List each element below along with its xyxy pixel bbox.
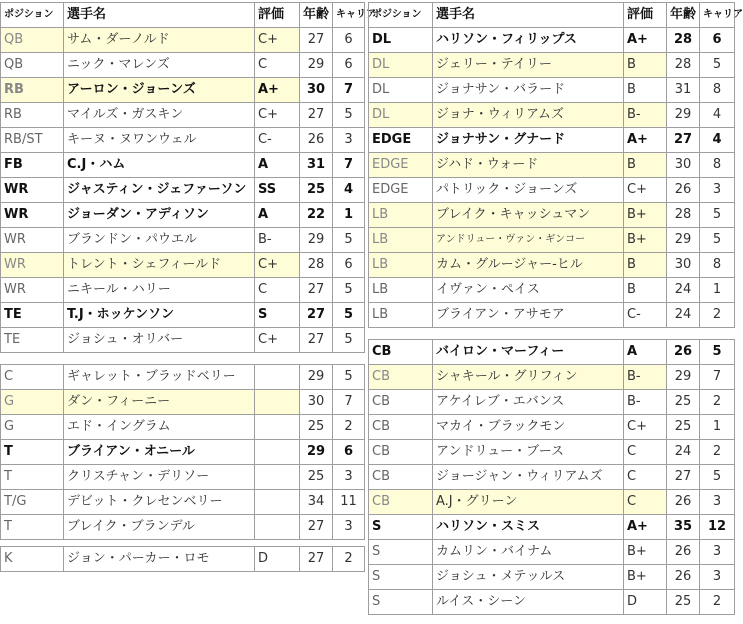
player-name-cell: ジョン・パーカー・ロモ bbox=[64, 547, 255, 572]
career-cell: 5 bbox=[333, 328, 365, 353]
age-cell: 24 bbox=[667, 440, 700, 465]
player-name-cell: ブランドン・パウエル bbox=[64, 228, 255, 253]
position-cell: CB bbox=[369, 490, 433, 515]
player-row bbox=[1, 28, 365, 53]
grade-cell: C bbox=[624, 440, 667, 465]
position-cell: CB bbox=[369, 415, 433, 440]
career-cell: 5 bbox=[333, 278, 365, 303]
grade-cell: S bbox=[255, 303, 300, 328]
player-row bbox=[1, 440, 365, 465]
defense-secondary-table bbox=[368, 339, 735, 615]
player-row bbox=[1, 178, 365, 203]
grade-cell: A+ bbox=[624, 128, 667, 153]
player-name-cell: ジハド・ウォード bbox=[433, 153, 624, 178]
position-cell: EDGE bbox=[369, 153, 433, 178]
age-cell: 26 bbox=[667, 490, 700, 515]
grade-cell: A bbox=[255, 153, 300, 178]
age-cell: 27 bbox=[300, 103, 333, 128]
grade-cell: B bbox=[624, 153, 667, 178]
age-cell: 35 bbox=[667, 515, 700, 540]
age-cell: 29 bbox=[300, 53, 333, 78]
player-row bbox=[369, 415, 735, 440]
grade-cell: B+ bbox=[624, 203, 667, 228]
age-cell: 27 bbox=[667, 465, 700, 490]
grade-cell bbox=[255, 390, 300, 415]
grade-cell: D bbox=[255, 547, 300, 572]
age-cell: 26 bbox=[667, 178, 700, 203]
position-cell: T bbox=[1, 440, 64, 465]
position-cell: WR bbox=[1, 203, 64, 228]
position-cell: DL bbox=[369, 103, 433, 128]
position-cell: CB bbox=[369, 465, 433, 490]
player-row bbox=[369, 203, 735, 228]
position-cell: G bbox=[1, 415, 64, 440]
name-header: 選手名 bbox=[433, 3, 624, 28]
player-row bbox=[1, 153, 365, 178]
age-cell: 30 bbox=[667, 153, 700, 178]
player-row bbox=[369, 53, 735, 78]
age-cell: 29 bbox=[300, 365, 333, 390]
grade-cell: A bbox=[255, 203, 300, 228]
grade-cell: B+ bbox=[624, 565, 667, 590]
career-cell: 5 bbox=[700, 340, 735, 365]
player-row bbox=[1, 515, 365, 540]
player-name-cell: デビット・クレセンベリー bbox=[64, 490, 255, 515]
player-name-cell: A.J・グリーン bbox=[433, 490, 624, 515]
position-cell: T bbox=[1, 515, 64, 540]
grade-cell: B- bbox=[624, 365, 667, 390]
age-cell: 25 bbox=[300, 465, 333, 490]
grade-cell: C+ bbox=[624, 178, 667, 203]
position-cell: CB bbox=[369, 390, 433, 415]
offense-roster-table bbox=[0, 2, 376, 353]
age-cell: 26 bbox=[300, 128, 333, 153]
age-cell: 30 bbox=[300, 78, 333, 103]
player-row bbox=[369, 153, 735, 178]
position-cell: EDGE bbox=[369, 128, 433, 153]
player-name-cell: マイルズ・ガスキン bbox=[64, 103, 255, 128]
career-cell: 5 bbox=[700, 203, 735, 228]
player-name-cell: マカイ・ブラックモン bbox=[433, 415, 624, 440]
player-row bbox=[369, 28, 735, 53]
player-name-cell: イヴァン・ペイス bbox=[433, 278, 624, 303]
position-cell: WR bbox=[1, 253, 64, 278]
position-cell: CB bbox=[369, 440, 433, 465]
player-row bbox=[1, 228, 365, 253]
age-cell: 29 bbox=[300, 228, 333, 253]
age-cell: 28 bbox=[667, 203, 700, 228]
position-cell: K bbox=[1, 547, 64, 572]
grade-cell: C- bbox=[255, 128, 300, 153]
career-cell: 5 bbox=[700, 228, 735, 253]
grade-cell: B- bbox=[624, 390, 667, 415]
player-name-cell: ジャスティン・ジェファーソン bbox=[64, 178, 255, 203]
age-cell: 26 bbox=[667, 340, 700, 365]
age-cell: 27 bbox=[300, 328, 333, 353]
career-cell: 2 bbox=[700, 390, 735, 415]
age-cell: 27 bbox=[300, 28, 333, 53]
position-cell: DL bbox=[369, 53, 433, 78]
position-cell: CB bbox=[369, 340, 433, 365]
grade-cell bbox=[255, 440, 300, 465]
position-cell: S bbox=[369, 515, 433, 540]
header-row bbox=[369, 3, 735, 28]
player-row bbox=[369, 178, 735, 203]
player-name-cell: パトリック・ジョーンズ bbox=[433, 178, 624, 203]
position-cell: S bbox=[369, 540, 433, 565]
player-name-cell: ジョージャン・ウィリアムズ bbox=[433, 465, 624, 490]
player-row bbox=[1, 415, 365, 440]
grade-cell: C bbox=[624, 490, 667, 515]
grade-cell: B- bbox=[624, 103, 667, 128]
age-cell: 27 bbox=[300, 515, 333, 540]
age-cell: 25 bbox=[667, 390, 700, 415]
age-cell: 29 bbox=[667, 103, 700, 128]
career-cell: 7 bbox=[700, 365, 735, 390]
player-row bbox=[1, 465, 365, 490]
grade-cell: SS bbox=[255, 178, 300, 203]
career-cell: 12 bbox=[700, 515, 735, 540]
player-row bbox=[369, 228, 735, 253]
career-cell: 3 bbox=[700, 565, 735, 590]
position-cell: TE bbox=[1, 303, 64, 328]
career-cell: 2 bbox=[333, 415, 365, 440]
career-cell: 3 bbox=[333, 515, 365, 540]
grade-cell bbox=[255, 365, 300, 390]
grade-cell: B+ bbox=[624, 228, 667, 253]
player-name-cell: ジョナ・ウィリアムズ bbox=[433, 103, 624, 128]
age-header: 年齢 bbox=[300, 3, 333, 28]
grade-cell: C+ bbox=[624, 415, 667, 440]
age-cell: 29 bbox=[300, 440, 333, 465]
career-cell: 2 bbox=[700, 440, 735, 465]
player-name-cell: ハリソン・フィリップス bbox=[433, 28, 624, 53]
player-name-cell: ジョーダン・アディソン bbox=[64, 203, 255, 228]
position-cell: RB bbox=[1, 78, 64, 103]
grade-cell: C- bbox=[624, 303, 667, 328]
career-cell: 8 bbox=[700, 153, 735, 178]
player-name-cell: C.J・ハム bbox=[64, 153, 255, 178]
grade-cell: D bbox=[624, 590, 667, 615]
age-cell: 25 bbox=[667, 590, 700, 615]
career-cell: 8 bbox=[700, 78, 735, 103]
player-row bbox=[369, 515, 735, 540]
age-cell: 24 bbox=[667, 303, 700, 328]
career-cell: 11 bbox=[333, 490, 365, 515]
player-row bbox=[1, 390, 365, 415]
age-header: 年齢 bbox=[667, 3, 700, 28]
position-cell: LB bbox=[369, 278, 433, 303]
grade-cell: C+ bbox=[255, 253, 300, 278]
player-row bbox=[369, 440, 735, 465]
player-row bbox=[369, 340, 735, 365]
position-cell: DL bbox=[369, 78, 433, 103]
pos-header: ポジション bbox=[1, 3, 64, 28]
grade-cell: C+ bbox=[255, 103, 300, 128]
player-row bbox=[369, 128, 735, 153]
age-cell: 29 bbox=[667, 365, 700, 390]
player-row bbox=[369, 540, 735, 565]
player-name-cell: ハリソン・スミス bbox=[433, 515, 624, 540]
career-cell: 3 bbox=[333, 465, 365, 490]
position-cell: FB bbox=[1, 153, 64, 178]
player-name-cell: ルイス・シーン bbox=[433, 590, 624, 615]
grade-cell bbox=[255, 490, 300, 515]
player-row bbox=[1, 53, 365, 78]
position-cell: C bbox=[1, 365, 64, 390]
age-cell: 27 bbox=[300, 303, 333, 328]
player-name-cell: ジェリー・テイリー bbox=[433, 53, 624, 78]
grade-cell: A+ bbox=[624, 28, 667, 53]
header-row bbox=[1, 3, 365, 28]
career-cell: 2 bbox=[333, 547, 365, 572]
grade-cell: A bbox=[624, 340, 667, 365]
player-row bbox=[369, 253, 735, 278]
player-name-cell: カムリン・バイナム bbox=[433, 540, 624, 565]
position-cell: LB bbox=[369, 253, 433, 278]
age-cell: 31 bbox=[300, 153, 333, 178]
player-row bbox=[1, 547, 365, 572]
grade-cell: C bbox=[255, 53, 300, 78]
grade-cell: A+ bbox=[255, 78, 300, 103]
player-name-cell: アーロン・ジョーンズ bbox=[64, 78, 255, 103]
player-name-cell: アンドリュー・ヴァン・ギンコー bbox=[433, 228, 624, 253]
age-cell: 30 bbox=[300, 390, 333, 415]
player-row bbox=[369, 278, 735, 303]
career-cell: 3 bbox=[700, 490, 735, 515]
age-cell: 22 bbox=[300, 203, 333, 228]
grade-cell: A+ bbox=[624, 515, 667, 540]
career-cell: 8 bbox=[700, 253, 735, 278]
player-name-cell: シャキール・グリフィン bbox=[433, 365, 624, 390]
career-cell: 7 bbox=[333, 153, 365, 178]
player-row bbox=[1, 203, 365, 228]
player-row bbox=[369, 590, 735, 615]
player-row bbox=[1, 103, 365, 128]
player-name-cell: ブレイク・キャッシュマン bbox=[433, 203, 624, 228]
grade-cell: B bbox=[624, 78, 667, 103]
grade-cell bbox=[255, 465, 300, 490]
position-cell: LB bbox=[369, 228, 433, 253]
player-name-cell: カム・グルージャー-ヒル bbox=[433, 253, 624, 278]
player-row bbox=[369, 490, 735, 515]
grade-cell: C+ bbox=[255, 28, 300, 53]
position-cell: WR bbox=[1, 178, 64, 203]
position-cell: T bbox=[1, 465, 64, 490]
player-row bbox=[369, 565, 735, 590]
position-cell: WR bbox=[1, 278, 64, 303]
position-cell: T/G bbox=[1, 490, 64, 515]
age-cell: 31 bbox=[667, 78, 700, 103]
career-cell: 2 bbox=[700, 303, 735, 328]
player-name-cell: ジョナサン・グナード bbox=[433, 128, 624, 153]
position-cell: CB bbox=[369, 365, 433, 390]
player-name-cell: ジョシュ・オリバー bbox=[64, 328, 255, 353]
player-name-cell: ダン・フィーニー bbox=[64, 390, 255, 415]
player-row bbox=[369, 78, 735, 103]
player-name-cell: ギャレット・ブラッドベリー bbox=[64, 365, 255, 390]
age-cell: 26 bbox=[667, 565, 700, 590]
age-cell: 25 bbox=[300, 415, 333, 440]
career-cell: 6 bbox=[333, 53, 365, 78]
grade-cell: B- bbox=[255, 228, 300, 253]
player-name-cell: バイロン・マーフィー bbox=[433, 340, 624, 365]
player-name-cell: アケイレブ・エバンス bbox=[433, 390, 624, 415]
grade-cell: B bbox=[624, 278, 667, 303]
career-cell: 2 bbox=[700, 590, 735, 615]
career-cell: 5 bbox=[700, 465, 735, 490]
player-name-cell: トレント・シェフィールド bbox=[64, 253, 255, 278]
career-cell: 4 bbox=[700, 128, 735, 153]
age-cell: 27 bbox=[300, 547, 333, 572]
career-cell: 6 bbox=[333, 28, 365, 53]
player-name-cell: ジョナサン・バラード bbox=[433, 78, 624, 103]
player-row bbox=[1, 78, 365, 103]
name-header: 選手名 bbox=[64, 3, 255, 28]
player-row bbox=[369, 103, 735, 128]
player-name-cell: サム・ダーノルド bbox=[64, 28, 255, 53]
age-cell: 30 bbox=[667, 253, 700, 278]
special-teams-table bbox=[0, 546, 365, 572]
position-cell: WR bbox=[1, 228, 64, 253]
age-cell: 25 bbox=[300, 178, 333, 203]
player-name-cell: ブライアン・アサモア bbox=[433, 303, 624, 328]
player-row bbox=[1, 253, 365, 278]
grade-cell: B bbox=[624, 53, 667, 78]
player-row bbox=[1, 365, 365, 390]
position-cell: DL bbox=[369, 28, 433, 53]
player-row bbox=[369, 390, 735, 415]
grade-header: 評価 bbox=[255, 3, 300, 28]
career-cell: 5 bbox=[333, 228, 365, 253]
career-cell: 5 bbox=[700, 53, 735, 78]
player-row bbox=[369, 465, 735, 490]
career-cell: 3 bbox=[700, 540, 735, 565]
player-row bbox=[1, 303, 365, 328]
player-name-cell: キーヌ・ヌワンウェル bbox=[64, 128, 255, 153]
age-cell: 26 bbox=[667, 540, 700, 565]
career-cell: 6 bbox=[700, 28, 735, 53]
position-cell: RB/ST bbox=[1, 128, 64, 153]
career-cell: 1 bbox=[700, 278, 735, 303]
defense-front-table bbox=[368, 2, 743, 328]
career-cell: 6 bbox=[333, 253, 365, 278]
position-cell: QB bbox=[1, 28, 64, 53]
career-cell: 4 bbox=[700, 103, 735, 128]
grade-cell: B bbox=[624, 253, 667, 278]
career-header: キャリア bbox=[333, 3, 365, 28]
pos-header: ポジション bbox=[369, 3, 433, 28]
career-cell: 6 bbox=[333, 440, 365, 465]
player-row bbox=[1, 128, 365, 153]
age-cell: 28 bbox=[667, 53, 700, 78]
position-cell: S bbox=[369, 590, 433, 615]
career-cell: 3 bbox=[333, 128, 365, 153]
player-row bbox=[1, 278, 365, 303]
position-cell: TE bbox=[1, 328, 64, 353]
age-cell: 27 bbox=[667, 128, 700, 153]
grade-header: 評価 bbox=[624, 3, 667, 28]
career-header: キャリア bbox=[700, 3, 735, 28]
grade-cell: C bbox=[255, 278, 300, 303]
career-cell: 5 bbox=[333, 365, 365, 390]
age-cell: 27 bbox=[300, 278, 333, 303]
age-cell: 25 bbox=[667, 415, 700, 440]
player-row bbox=[369, 365, 735, 390]
position-cell: QB bbox=[1, 53, 64, 78]
career-cell: 5 bbox=[333, 103, 365, 128]
grade-cell bbox=[255, 515, 300, 540]
position-cell: S bbox=[369, 565, 433, 590]
player-name-cell: エド・イングラム bbox=[64, 415, 255, 440]
player-name-cell: ニキール・ハリー bbox=[64, 278, 255, 303]
career-cell: 4 bbox=[333, 178, 365, 203]
position-cell: EDGE bbox=[369, 178, 433, 203]
position-cell: G bbox=[1, 390, 64, 415]
player-row bbox=[1, 328, 365, 353]
player-name-cell: ニック・マレンズ bbox=[64, 53, 255, 78]
player-name-cell: T.J・ホッケンソン bbox=[64, 303, 255, 328]
age-cell: 29 bbox=[667, 228, 700, 253]
offensive-line-table bbox=[0, 364, 365, 540]
career-cell: 1 bbox=[333, 203, 365, 228]
grade-cell: B+ bbox=[624, 540, 667, 565]
player-name-cell: ジョシュ・メテッルス bbox=[433, 565, 624, 590]
career-cell: 7 bbox=[333, 78, 365, 103]
player-row bbox=[369, 303, 735, 328]
position-cell: RB bbox=[1, 103, 64, 128]
player-name-cell: ブレイク・ブランデル bbox=[64, 515, 255, 540]
career-cell: 7 bbox=[333, 390, 365, 415]
age-cell: 28 bbox=[667, 28, 700, 53]
age-cell: 34 bbox=[300, 490, 333, 515]
age-cell: 24 bbox=[667, 278, 700, 303]
age-cell: 28 bbox=[300, 253, 333, 278]
grade-cell bbox=[255, 415, 300, 440]
career-cell: 3 bbox=[700, 178, 735, 203]
grade-cell: C+ bbox=[255, 328, 300, 353]
grade-cell: C bbox=[624, 465, 667, 490]
career-cell: 5 bbox=[333, 303, 365, 328]
career-cell: 1 bbox=[700, 415, 735, 440]
player-row bbox=[1, 490, 365, 515]
player-name-cell: ブライアン・オニール bbox=[64, 440, 255, 465]
position-cell: LB bbox=[369, 203, 433, 228]
player-name-cell: クリスチャン・デリソー bbox=[64, 465, 255, 490]
player-name-cell: アンドリュー・ブース bbox=[433, 440, 624, 465]
position-cell: LB bbox=[369, 303, 433, 328]
